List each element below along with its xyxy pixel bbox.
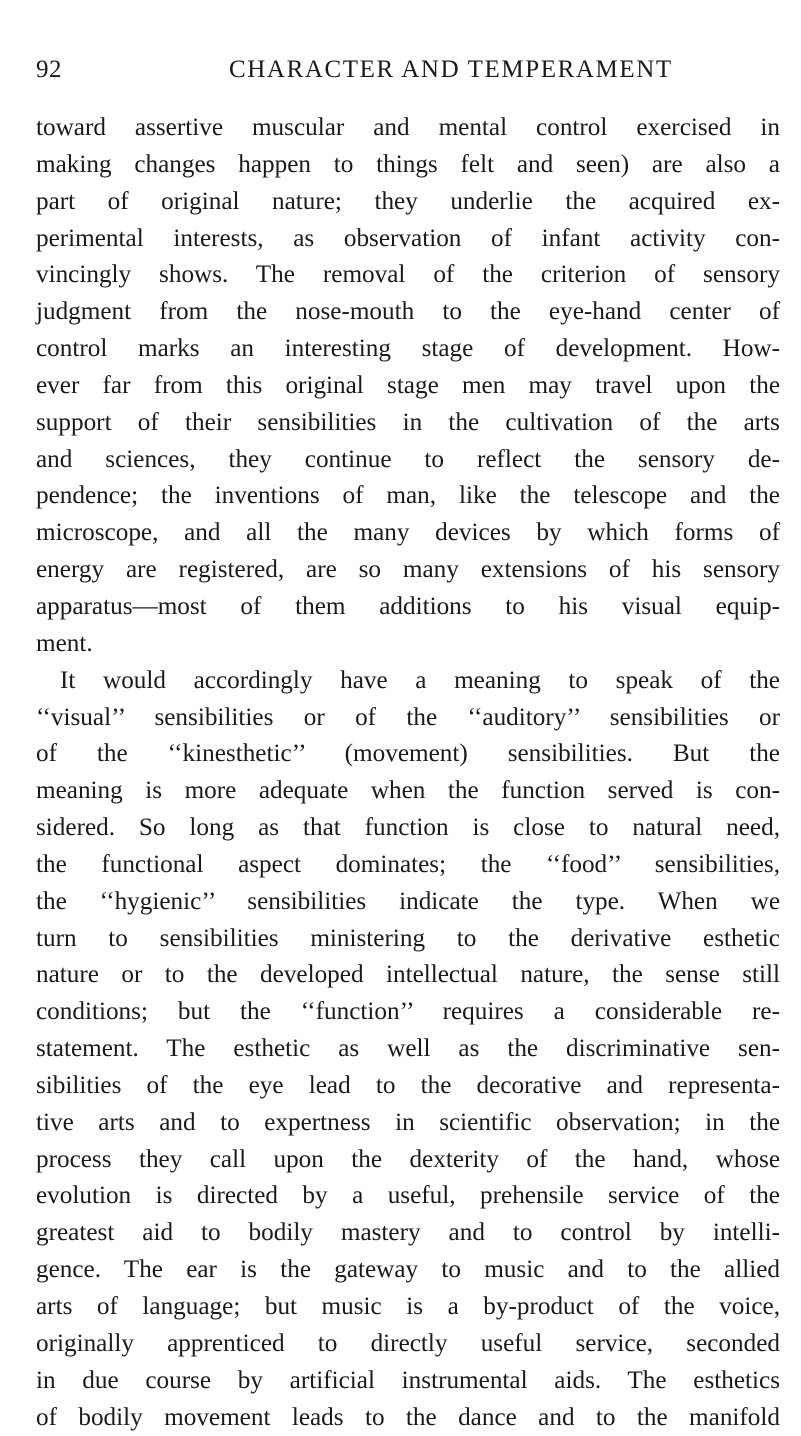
text-line: the ‘‘hygienic’’ sensibilities indicate the type. When we — [36, 887, 780, 915]
text-line: arts of language; but music is a by-product of the voice, — [36, 1293, 780, 1320]
text-line: part of original nature; they underlie the acquired ex- — [36, 187, 780, 215]
text-line: tive arts and to expertness in scientific observation; in the — [36, 1108, 780, 1136]
text-line: turn to sensibilities ministering to the derivative esthetic — [36, 924, 780, 952]
text-line: It would accordingly have a meaning to speak of the — [60, 666, 780, 694]
text-line: statement. The esthetic as well as the discriminative sen- — [36, 1035, 780, 1063]
text-line: gence. The ear is the gateway to music and to the allied — [36, 1256, 780, 1284]
page-number: 92 — [36, 56, 62, 83]
text-line: pendence; the inventions of man, like the telescope and the — [36, 482, 780, 510]
body-text — [36, 110, 780, 1436]
text-line: ‘‘visual’’ sensibilities or of the ‘‘auditory’’ sensibilities or — [36, 703, 780, 731]
text-line: apparatus—most of them additions to his visual equip- — [36, 592, 780, 620]
text-line: making changes happen to things felt and seen) are also a — [36, 150, 780, 178]
text-line: judgment from the nose-mouth to the eye-hand center of — [36, 298, 780, 326]
text-line: the functional aspect dominates; the ‘‘food’’ sensibilities, — [36, 850, 780, 878]
text-line: of bodily movement leads to the dance and to the manifold — [36, 1403, 780, 1431]
text-line: meaning is more adequate when the function served is con- — [36, 777, 780, 805]
running-title: CHARACTER AND TEMPERAMENT — [229, 56, 673, 83]
text-line: microscope, and all the many devices by which forms of — [36, 519, 780, 547]
text-line: vincingly shows. The removal of the criterion of sensory — [36, 261, 780, 289]
text-line: in due course by artificial instrumental aids. The esthetics — [36, 1366, 780, 1394]
text-line: support of their sensibilities in the cultivation of the arts — [36, 408, 780, 436]
text-line: nature or to the developed intellectual nature, the sense still — [36, 961, 780, 989]
text-line: sibilities of the eye lead to the decorative and representa- — [36, 1071, 780, 1099]
text-line: of the ‘‘kinesthetic’’ (movement) sensibilities. But the — [36, 740, 780, 768]
text-line: toward assertive muscular and mental control exercised in — [36, 114, 780, 141]
text-line: ment. — [36, 629, 93, 657]
running-head — [36, 56, 780, 96]
text-line: and sciences, they continue to reflect the sensory de- — [36, 445, 780, 473]
text-line: process they call upon the dexterity of the hand, whose — [36, 1145, 780, 1173]
book-page — [36, 56, 780, 1436]
text-line: ever far from this original stage men may travel upon the — [36, 371, 780, 399]
text-line: perimental interests, as observation of infant activity con- — [36, 224, 780, 252]
text-line: evolution is directed by a useful, prehensile service of the — [36, 1182, 780, 1210]
text-line: energy are registered, are so many extensions of his sensory — [36, 556, 780, 584]
text-line: conditions; but the ‘‘function’’ requires a considerable re- — [36, 998, 780, 1026]
text-line: originally apprenticed to directly useful service, seconded — [36, 1329, 780, 1357]
text-line: greatest aid to bodily mastery and to control by intelli- — [36, 1219, 780, 1247]
text-line: control marks an interesting stage of development. How- — [36, 335, 780, 363]
text-line: sidered. So long as that function is close to natural need, — [36, 814, 780, 842]
